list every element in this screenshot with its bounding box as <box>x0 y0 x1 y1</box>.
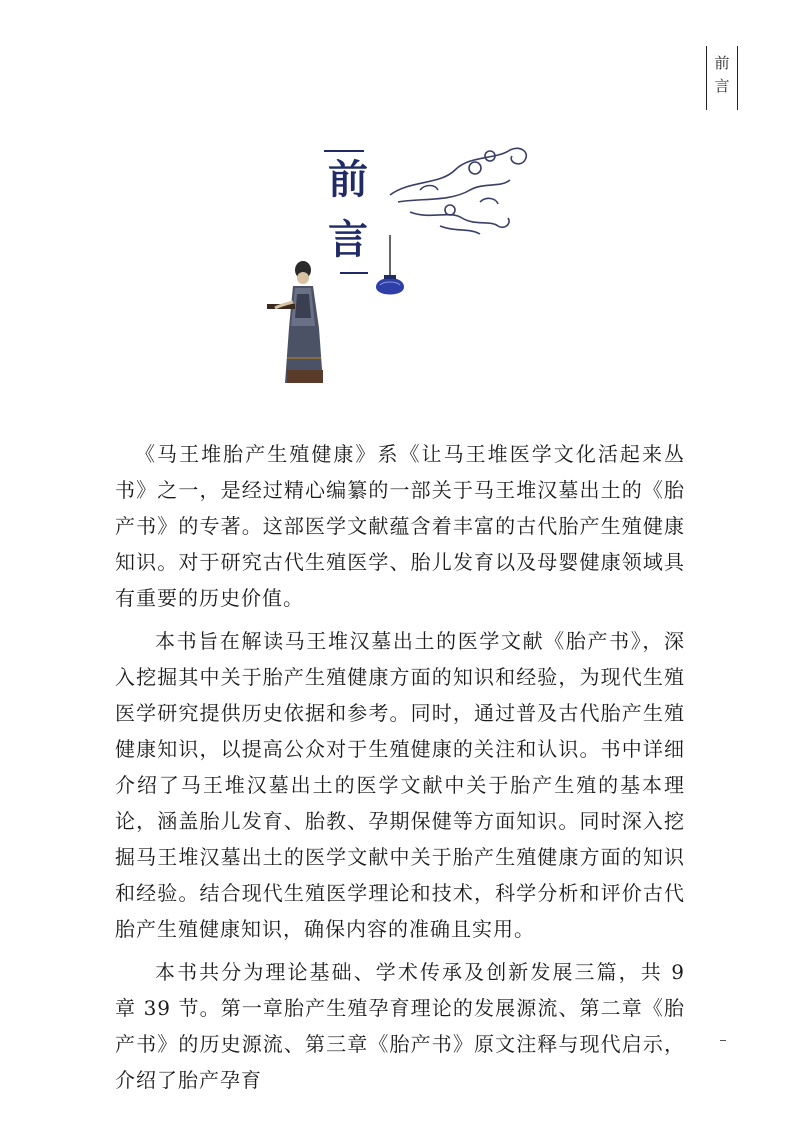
preface-body <box>115 436 685 1105</box>
side-tab-char-2: 言 <box>714 77 730 95</box>
heading-rule-bottom <box>340 272 368 274</box>
heading-char-1: 前 <box>328 156 368 203</box>
page-edge-mark <box>720 1040 726 1041</box>
auspicious-cloud-icon <box>380 140 540 240</box>
hanging-lantern-icon <box>370 235 410 305</box>
heading-char-2: 言 <box>328 216 368 263</box>
han-servant-figure-icon <box>265 258 335 388</box>
side-chapter-tab <box>706 46 738 110</box>
paragraph-3: 本书共分为理论基础、学术传承及创新发展三篇，共 9 章 39 节。第一章胎产生殖孕育理论的发展源流、第二章《胎产书》的历史源流、第三章《胎产书》原文注释与现代启示，介绍了胎产孕育 <box>115 960 685 1092</box>
heading-rule-top <box>324 150 364 152</box>
heading-illustration <box>260 140 540 390</box>
side-tab-char-1: 前 <box>714 54 730 72</box>
paragraph-1: 《马王堆胎产生殖健康》系《让马王堆医学文化活起来丛书》之一，是经过精心编纂的一部关于马王堆汉墓出土的《胎产书》的专著。这部医学文献蕴含着丰富的古代胎产生殖健康知识。对于研究古代生殖医学、胎儿发育以及母婴健康领域具有重要的历史价值。 <box>115 442 685 610</box>
paragraph-2: 本书旨在解读马王堆汉墓出土的医学文献《胎产书》，深入挖掘其中关于胎产生殖健康方面的知识和经验，为现代生殖医学研究提供历史依据和参考。同时，通过普及古代胎产生殖健康知识，以提高公众对于生殖健康的关注和认识。书中详细介绍了马王堆汉墓出土的医学文献中关于胎产生殖的基本理论，涵盖胎儿发育、胎教、孕期保健等方面知识。同时深入挖掘马王堆汉墓出土的医学文献中关于胎产生殖健康方面的知识和经验。结合现代生殖医学理论和技术，科学分析和评价古代胎产生殖健康知识，确保内容的准确且实用。 <box>115 629 685 941</box>
